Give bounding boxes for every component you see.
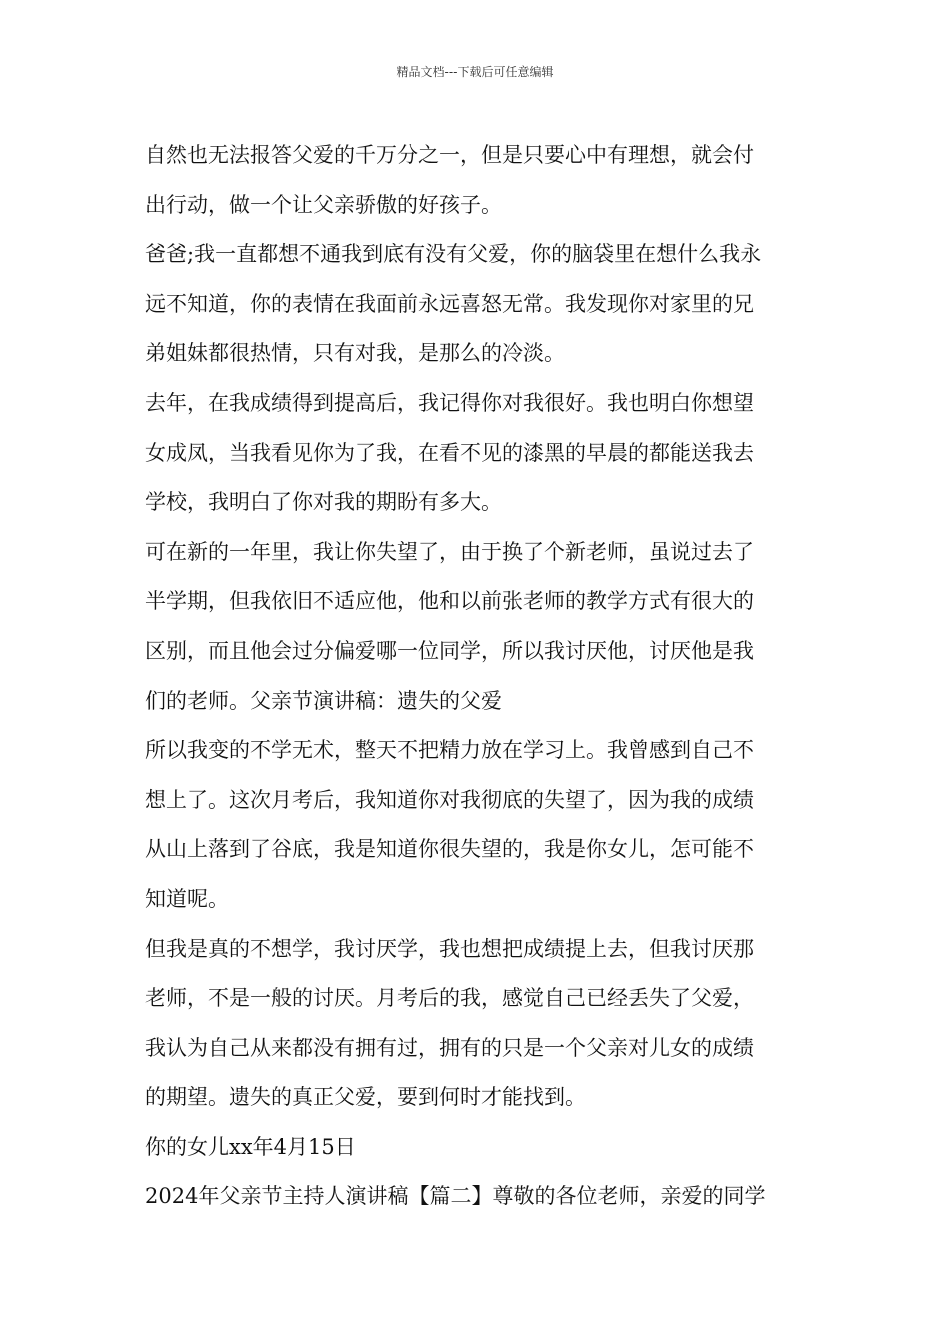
- text-line: 女成凤，当我看见你为了我，在看不见的漆黑的早晨的都能送我去: [145, 440, 754, 465]
- text-line: 半学期，但我依旧不适应他，他和以前张老师的教学方式有很大的: [145, 589, 754, 614]
- document-body: [145, 131, 815, 1222]
- text-line: 区别，而且他会过分偏爱哪一位同学，所以我讨厌他，讨厌他是我: [145, 638, 754, 663]
- text-line: 自然也无法报答父爱的千万分之一，但是只要心中有理想，就会付: [145, 143, 754, 167]
- text-line: 学校，我明白了你对我的期盼有多大。: [145, 490, 502, 515]
- text-line: 想上了。这次月考后，我知道你对我彻底的失望了，因为我的成绩: [145, 787, 754, 812]
- text-line: 从山上落到了谷底，我是知道你很失望的，我是你女儿，怎可能不: [145, 837, 754, 862]
- text-line: 知道呢。: [145, 886, 229, 911]
- text-line: 爸爸;我一直都想不通我到底有没有父爱，你的脑袋里在想什么我永: [145, 242, 762, 267]
- text-line: 老师，不是一般的讨厌。月考后的我，感觉自己已经丢失了父爱，: [145, 986, 754, 1011]
- text-line: 们的老师。父亲节演讲稿：遗失的父爱: [145, 688, 502, 713]
- text-line: 去年，在我成绩得到提高后，我记得你对我很好。我也明白你想望: [145, 390, 754, 415]
- text-line: 你的女儿xx年4月15日: [145, 1134, 356, 1159]
- text-line: 2024年父亲节主持人演讲稿【篇二】尊敬的各位老师，亲爱的同学: [145, 1184, 766, 1209]
- text-line: 可在新的一年里，我让你失望了，由于换了个新老师，虽说过去了: [145, 539, 754, 564]
- page-header: 精品文档---下载后可任意编辑: [396, 65, 554, 79]
- text-line: 我认为自己从来都没有拥有过，拥有的只是一个父亲对儿女的成绩: [145, 1035, 754, 1060]
- text-line: 弟姐妹都很热情，只有对我，是那么的冷淡。: [145, 341, 565, 366]
- text-line: 出行动，做一个让父亲骄傲的好孩子。: [145, 192, 502, 217]
- text-line: 远不知道，你的表情在我面前永远喜怒无常。我发现你对家里的兄: [145, 291, 754, 316]
- text-line: 所以我变的不学无术，整天不把精力放在学习上。我曾感到自己不: [145, 738, 754, 763]
- text-line: 但我是真的不想学，我讨厌学，我也想把成绩提上去，但我讨厌那: [145, 936, 754, 961]
- text-line: 的期望。遗失的真正父爱，要到何时才能找到。: [145, 1085, 586, 1110]
